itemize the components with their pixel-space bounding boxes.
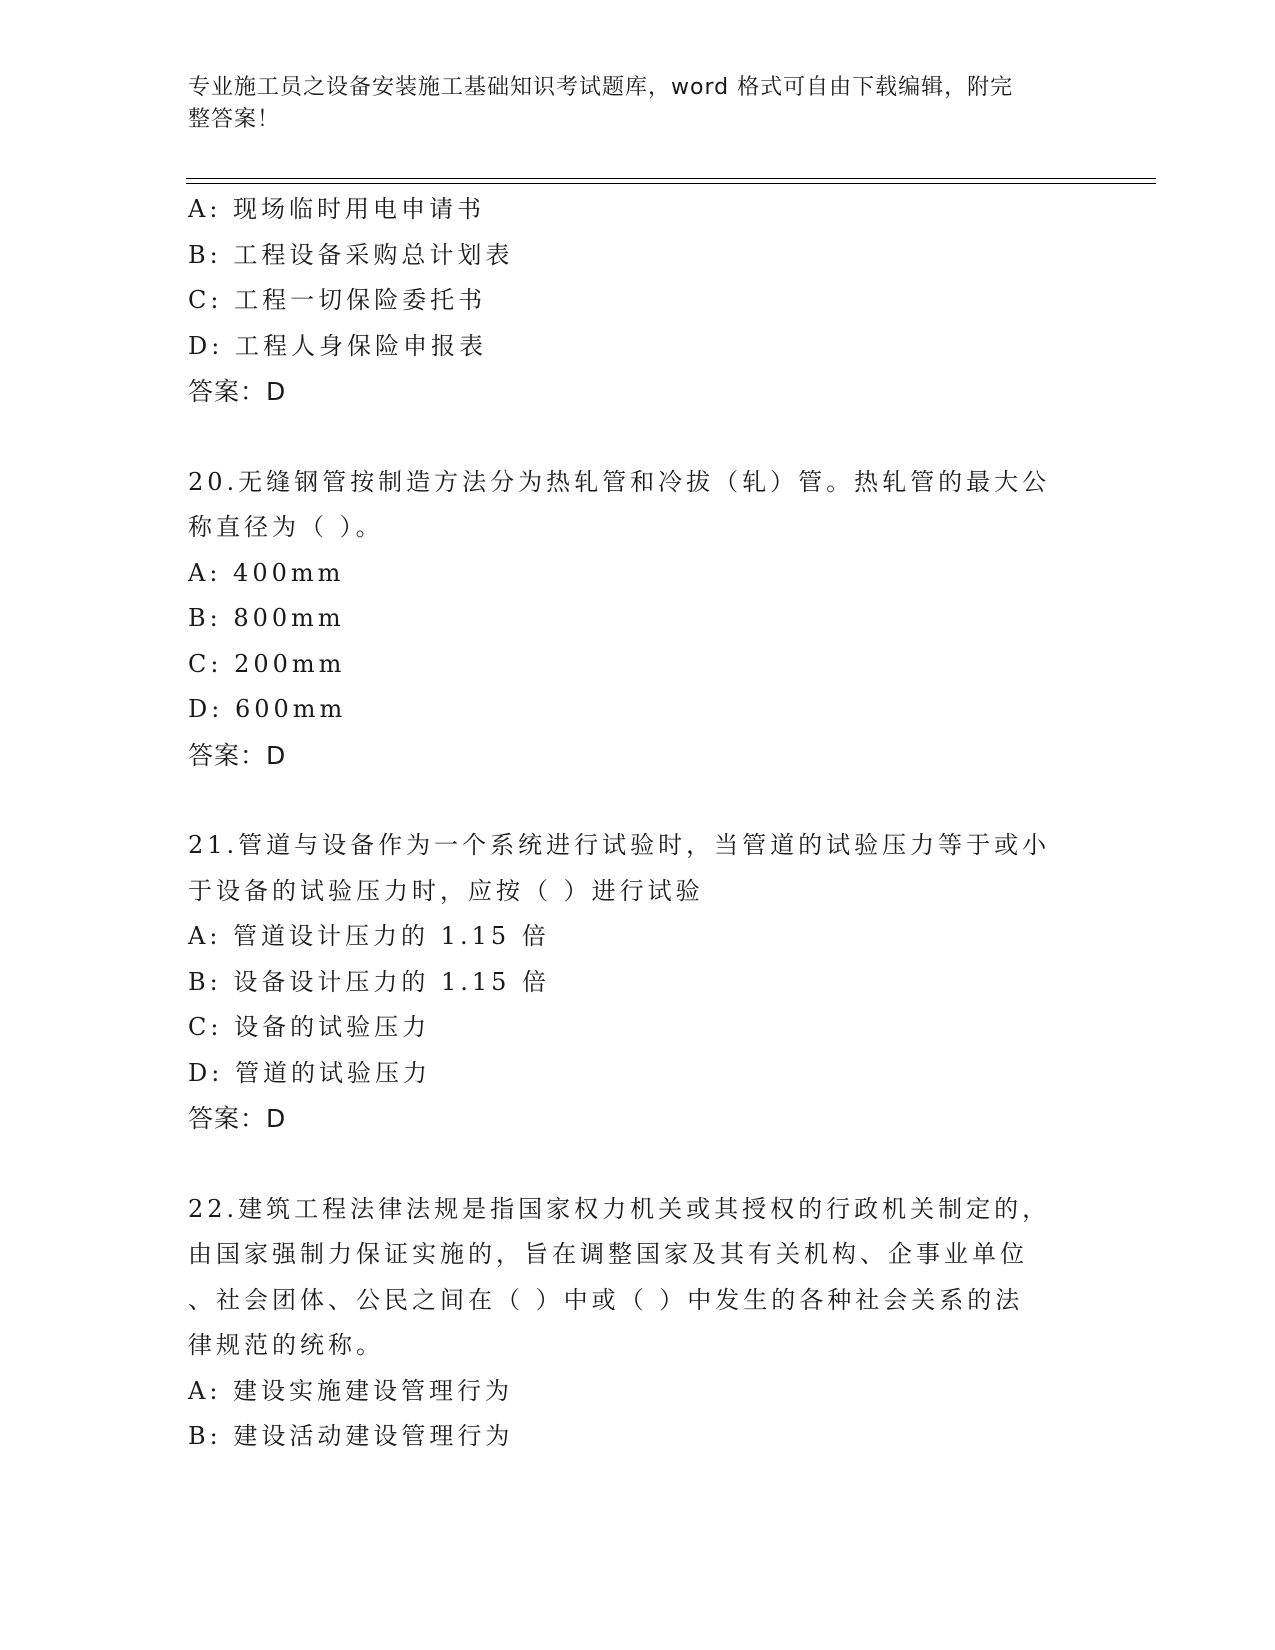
answer-line: 答案：D [188,740,287,770]
question-block [188,1187,1088,1460]
header-line-1: 专业施工员之设备安装施工基础知识考试题库，word 格式可自由下载编辑，附完 [188,75,1014,100]
option-b: B: 设备设计压力的 1.15 倍 [188,967,551,996]
question-content [188,187,1088,1460]
option-b: B: 800mm [188,604,345,632]
document-header [188,72,1068,136]
option-d: D: 工程人身保险申报表 [188,331,487,360]
option-b: B: 工程设备采购总计划表 [188,240,514,269]
option-a: A: 400mm [188,558,345,587]
block-spacer [188,415,1088,460]
question-text-line: 由国家强制力保证实施的，旨在调整国家及其有关机构、企事业单位 [188,1240,1028,1268]
option-a: A: 现场临时用电申请书 [188,195,486,223]
question-text-line: 于设备的试验压力时，应按（ ）进行试验 [188,876,704,905]
option-a: A: 建设实施建设管理行为 [188,1376,514,1405]
block-spacer [188,1142,1088,1187]
question-block [188,823,1088,1142]
question-block [188,187,1088,415]
question-text-line: 21.管道与设备作为一个系统进行试验时，当管道的试验压力等于或小 [188,831,1051,859]
option-a: A: 管道设计压力的 1.15 倍 [188,922,550,950]
block-spacer [188,778,1088,823]
header-divider-top [186,178,1156,179]
option-c: C: 设备的试验压力 [188,1013,431,1041]
option-d: D: 600mm [188,695,347,723]
question-text-line: 、社会团体、公民之间在（ ）中或（ ）中发生的各种社会关系的法 [188,1285,1024,1314]
option-c: C: 工程一切保险委托书 [188,286,487,314]
question-text-line: 律规范的统称。 [188,1331,384,1359]
question-text-line: 22.建筑工程法律法规是指国家权力机关或其授权的行政机关制定的， [188,1194,1051,1223]
question-block [188,460,1088,779]
option-b: B: 建设活动建设管理行为 [188,1422,514,1450]
option-d: D: 管道的试验压力 [188,1058,431,1087]
answer-line: 答案：D [188,1104,287,1133]
option-c: C: 200mm [188,649,346,678]
header-divider-bottom [186,183,1156,184]
question-text-line: 20.无缝钢管按制造方法分为热轧管和冷拔（轧）管。热轧管的最大公 [188,467,1051,496]
answer-line: 答案：D [188,377,287,406]
header-line-2: 整答案！ [188,107,281,132]
question-text-line: 称直径为（ ）。 [188,513,384,541]
